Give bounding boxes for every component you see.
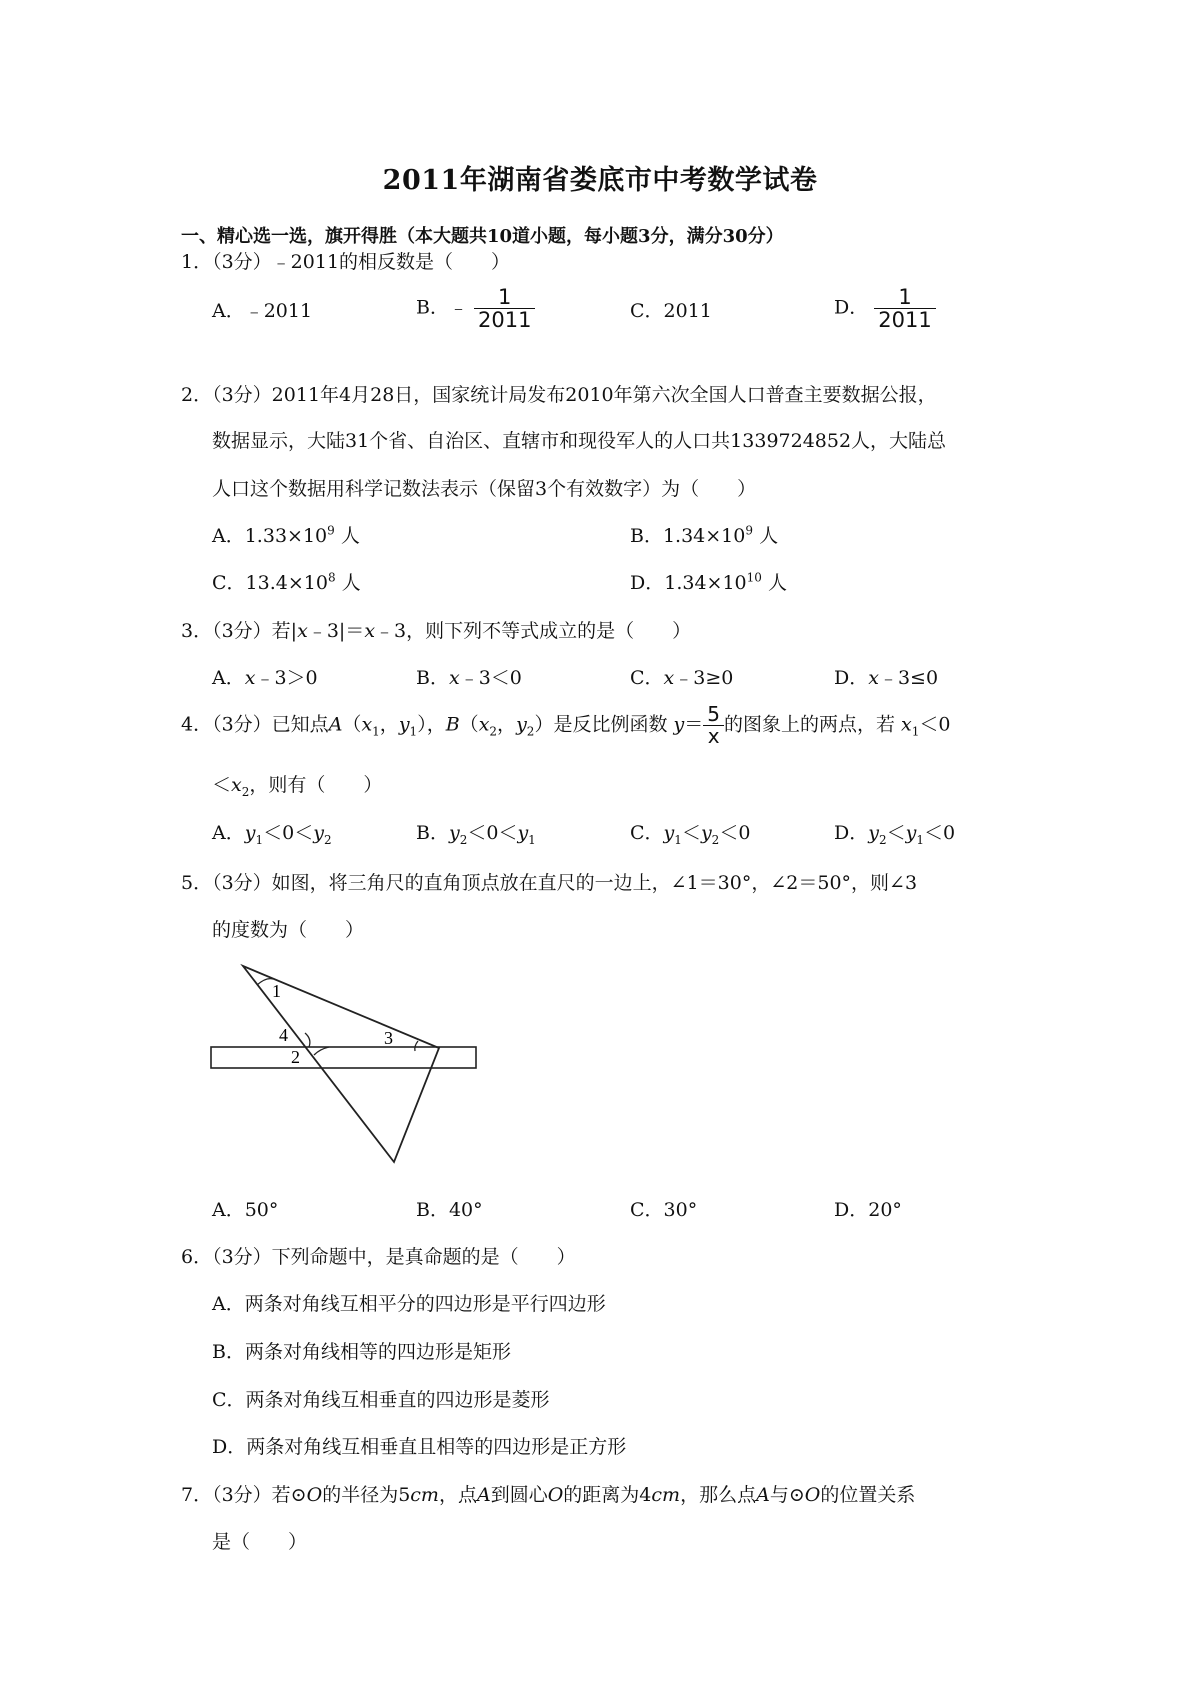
question-2-line-2: 数据显示，大陆31个省、自治区、直辖市和现役军人的人口共1339724852人，大陆总: [212, 430, 947, 452]
angle-3-arc: [415, 1041, 418, 1051]
q4-option-d: D．$y_2<y_1<0$: [834, 822, 956, 847]
q1-option-a: A．﹣2011: [212, 300, 313, 322]
q5-ruler-triangle-figure: [200, 955, 490, 1175]
question-6-stem: 6．（3分）下列命题中，是真命题的是（ ）: [181, 1246, 576, 1268]
ruler: [211, 1047, 476, 1068]
question-7-line-2: 是（ ）: [212, 1531, 308, 1553]
q5-option-d: D．20°: [834, 1199, 902, 1221]
q1-d-fraction: $\frac{1}{2011}$: [874, 286, 935, 331]
q6-option-b: B．两条对角线相等的四边形是矩形: [212, 1341, 511, 1363]
angle-label-1: 1: [272, 981, 281, 1001]
q1-option-b: B．﹣ $\frac{1}{2011}$: [416, 286, 535, 331]
q4-option-b: B．$y_2<0<y_1$: [416, 822, 536, 847]
question-4-line-1: 4．（3分）已知点$A(x_1$，$y_1$），$B(x_2$，$y_2$）是反比例函数 y＝ $\frac{5}{x}$ 的图象上的两点，若 $x_1<0$: [181, 702, 951, 748]
q2-option-b: B．$1.34\times 10^9$ 人: [630, 523, 779, 547]
page-title: 2011年湖南省娄底市中考数学试卷: [382, 165, 818, 196]
q3-option-b: B．x﹣3＜0: [416, 667, 522, 689]
question-3-stem: 3．（3分）若|x﹣3|＝x﹣3，则下列不等式成立的是（ ）: [181, 620, 692, 642]
question-1-stem: 1．（3分）﹣2011的相反数是（ ）: [181, 251, 511, 273]
q3-option-d: D．x﹣3≤0: [834, 667, 939, 689]
angle-1-arc: [257, 979, 273, 985]
q1-option-d: D． $\frac{1}{2011}$: [834, 286, 936, 331]
question-2-line-3: 人口这个数据用科学记数法表示（保留3个有效数字）为（ ）: [212, 478, 757, 500]
angle-4-arc: [305, 1033, 310, 1047]
q5-option-b: B．40°: [416, 1199, 483, 1221]
question-2-line-1: 2．（3分）2011年4月28日，国家统计局发布2010年第六次全国人口普查主要数据公报，: [181, 384, 937, 406]
q5-option-a: A．50°: [212, 1199, 279, 1221]
question-4-line-2: $<x_2$，则有（ ）: [212, 774, 383, 799]
q6-option-c: C．两条对角线互相垂直的四边形是菱形: [212, 1389, 550, 1411]
section-heading: 一、精心选一选，旗开得胜（本大题共10道小题，每小题3分，满分30分）: [181, 226, 784, 247]
q2-option-d: D．$1.34\times 10^{10}$ 人: [630, 570, 787, 594]
question-5-line-2: 的度数为（ ）: [212, 919, 365, 941]
q1-b-fraction: $\frac{1}{2011}$: [474, 286, 535, 331]
q5-option-c: C．30°: [630, 1199, 698, 1221]
angle-label-3: 3: [384, 1028, 393, 1048]
q3-option-c: C．x﹣3≥0: [630, 667, 734, 689]
angle-2-arc: [314, 1047, 329, 1055]
q6-option-d: D．两条对角线互相垂直且相等的四边形是正方形: [212, 1436, 627, 1458]
question-5-line-1: 5．（3分）如图，将三角尺的直角顶点放在直尺的一边上，∠1＝30°，∠2＝50°，则∠3: [181, 872, 918, 894]
q4-option-a: A．$y_1<0<y_2$: [212, 822, 332, 847]
q2-option-c: C．$13.4\times 10^8$ 人: [212, 570, 361, 594]
q4-option-c: C．$y_1<y_2<0$: [630, 822, 751, 847]
q6-option-a: A．两条对角线互相平分的四边形是平行四边形: [212, 1293, 606, 1315]
q3-option-a: A．x﹣3＞0: [212, 667, 318, 689]
question-7-line-1: 7．（3分）若⊙O的半径为5cm，点A到圆心O的距离为4cm，那么点A与⊙O的位置关系: [181, 1484, 916, 1506]
q4-fraction: $\frac{5}{x}$: [703, 704, 724, 747]
q1-option-c: C．2011: [630, 300, 712, 322]
angle-label-2: 2: [291, 1047, 300, 1067]
q2-option-a: A．$1.33\times 10^9$ 人: [212, 523, 360, 547]
angle-label-4: 4: [279, 1025, 288, 1045]
